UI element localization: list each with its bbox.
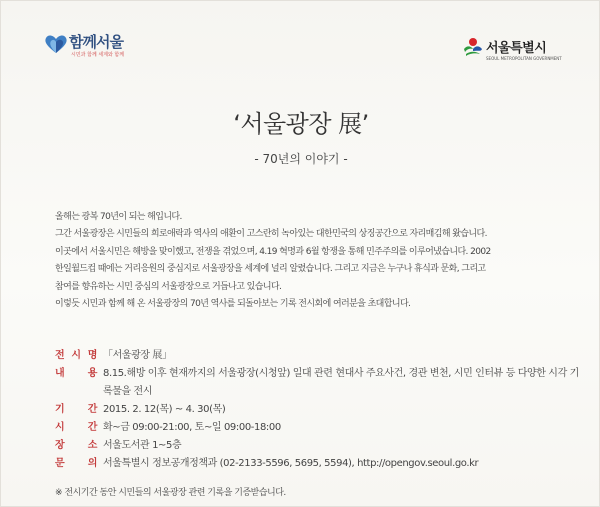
body-line: 이렇듯 시민과 함께 해 온 서울광장의 70년 역사를 되돌아보는 기록 전시회에 여러분을 초대합니다.	[55, 299, 411, 310]
info-value: 2015. 2. 12(목) ~ 4. 30(목)	[103, 404, 226, 415]
info-row-hours	[55, 419, 585, 437]
seoul-city-logo-text: 서울특별시	[486, 41, 547, 56]
info-label: 장 소	[55, 440, 97, 451]
info-value: 화~금 09:00-21:00, 토~일 09:00-18:00	[103, 422, 281, 433]
info-label: 내 용	[55, 368, 97, 379]
info-row-contact	[55, 455, 585, 473]
invitation-text	[55, 209, 575, 313]
info-row-venue	[55, 437, 585, 455]
body-line: 한일월드컵 때에는 거리응원의 중심지로 서울광장을 세계에 널리 알렸습니다. 그리고 지금은 누구나 휴식과 문화, 그리고	[55, 264, 486, 275]
seoul-emblem-icon	[463, 37, 483, 59]
seoul-city-logo	[463, 37, 583, 67]
info-row-exhibition-name	[55, 347, 585, 365]
together-seoul-logo-text: 함께서울	[69, 33, 123, 51]
together-seoul-logo	[43, 31, 173, 65]
together-seoul-tagline: 시민과 함께 세계와 함께	[71, 52, 125, 58]
exhibition-info	[55, 347, 585, 473]
info-value: 8.15.해방 이후 현재까지의 서울광장(시청앞) 일대 관련 현대사 주요사건, 경관 변천, 시민 인터뷰 등 다양한 시각 기록물을 전시	[103, 368, 579, 397]
page-subtitle: - 70년의 이야기 -	[254, 152, 348, 166]
info-row-content	[55, 365, 585, 401]
info-label: 문 의	[55, 458, 97, 469]
info-label: 전 시 명	[55, 350, 97, 361]
body-line: 참여를 향유하는 시민 중심의 서울광장으로 거듭나고 있습니다.	[55, 281, 282, 292]
info-value: 서울도서관 1~5층	[103, 440, 182, 451]
info-label: 시 간	[55, 422, 97, 433]
body-line: 그간 서울광장은 시민들의 희로애락과 역사의 애환이 고스란히 녹아있는 대한민국의 상징공간으로 자리매김해 왔습니다.	[55, 229, 487, 240]
seoul-city-logo-tagline: SEOUL METROPOLITAN GOVERNMENT	[486, 56, 562, 61]
page-title: ‘서울광장 展’	[233, 110, 369, 138]
body-line: 올해는 광복 70년이 되는 해입니다.	[55, 212, 182, 222]
info-value: 서울특별시 정보공개정책과 (02-2133-5596, 5695, 5594), http://opengov.seoul.go.kr	[103, 458, 479, 469]
info-value: 「서울광장 展」	[103, 350, 172, 361]
body-line: 이곳에서 서울시민은 해방을 맞이했고, 전쟁을 겪었으며, 4.19 혁명과 6월 항쟁을 통해 민주주의를 이루어냈습니다. 2002	[55, 246, 491, 257]
heart-hands-icon	[43, 33, 69, 55]
donation-note: ※ 전시기간 동안 시민들의 서울광장 관련 기록을 기증받습니다.	[55, 488, 286, 498]
info-row-period	[55, 401, 585, 419]
info-label: 기 간	[55, 404, 97, 415]
